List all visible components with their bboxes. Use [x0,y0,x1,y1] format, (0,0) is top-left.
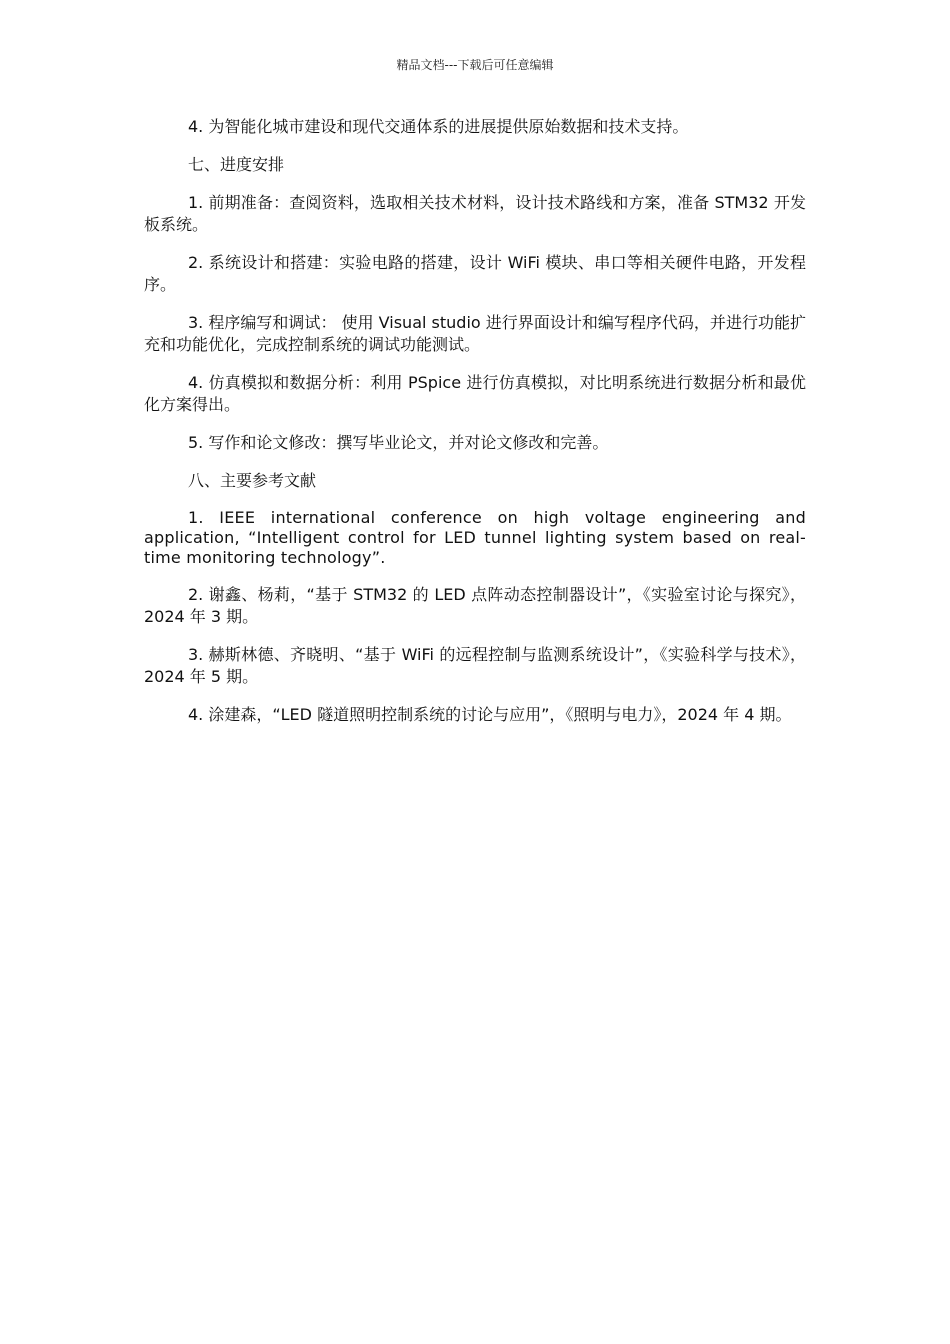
page-header: 精品文档---下载后可任意编辑 [396,58,554,72]
schedule-item-4: 4. 仿真模拟和数据分析：利用 PSpice 进行仿真模拟，对比明系统进行数据分析和最优化方案得出。 [144,373,806,414]
reference-item-2: 2. 谢鑫、杨莉，“基于 STM32 的 LED 点阵动态控制器设计”，《实验室讨论与探究》，2024 年 3 期。 [144,585,806,626]
schedule-item-1: 1. 前期准备：查阅资料，选取相关技术材料，设计技术路线和方案，准备 STM32 开发板系统。 [144,193,806,234]
schedule-item-5: 5. 写作和论文修改：撰写毕业论文，并对论文修改和完善。 [188,433,609,452]
reference-item-4: 4. 涂建森，“LED 隧道照明控制系统的讨论与应用”，《照明与电力》，2024 年 4 期。 [188,705,792,724]
reference-item-3: 3. 赫斯林德、齐晓明、“基于 WiFi 的远程控制与监测系统设计”，《实验科学与技术》，2024 年 5 期。 [144,645,806,686]
goal-item-4: 4. 为智能化城市建设和现代交通体系的进展提供原始数据和技术支持。 [188,117,689,136]
schedule-item-3: 3. 程序编写和调试： 使用 Visual studio 进行界面设计和编写程序代码，并进行功能扩充和功能优化，完成控制系统的调试功能测试。 [144,313,806,354]
section-heading-schedule: 七、进度安排 [188,155,285,174]
section-heading-references: 八、主要参考文献 [188,471,317,490]
schedule-item-2: 2. 系统设计和搭建：实验电路的搭建，设计 WiFi 模块、串口等相关硬件电路，开发程序。 [144,253,806,294]
document-body [144,116,806,742]
reference-item-1: 1. IEEE international conference on high voltage engineering and application, “Intelligent control for LED tunnel lighting system based on real-time monitoring technology”. [144,508,806,567]
